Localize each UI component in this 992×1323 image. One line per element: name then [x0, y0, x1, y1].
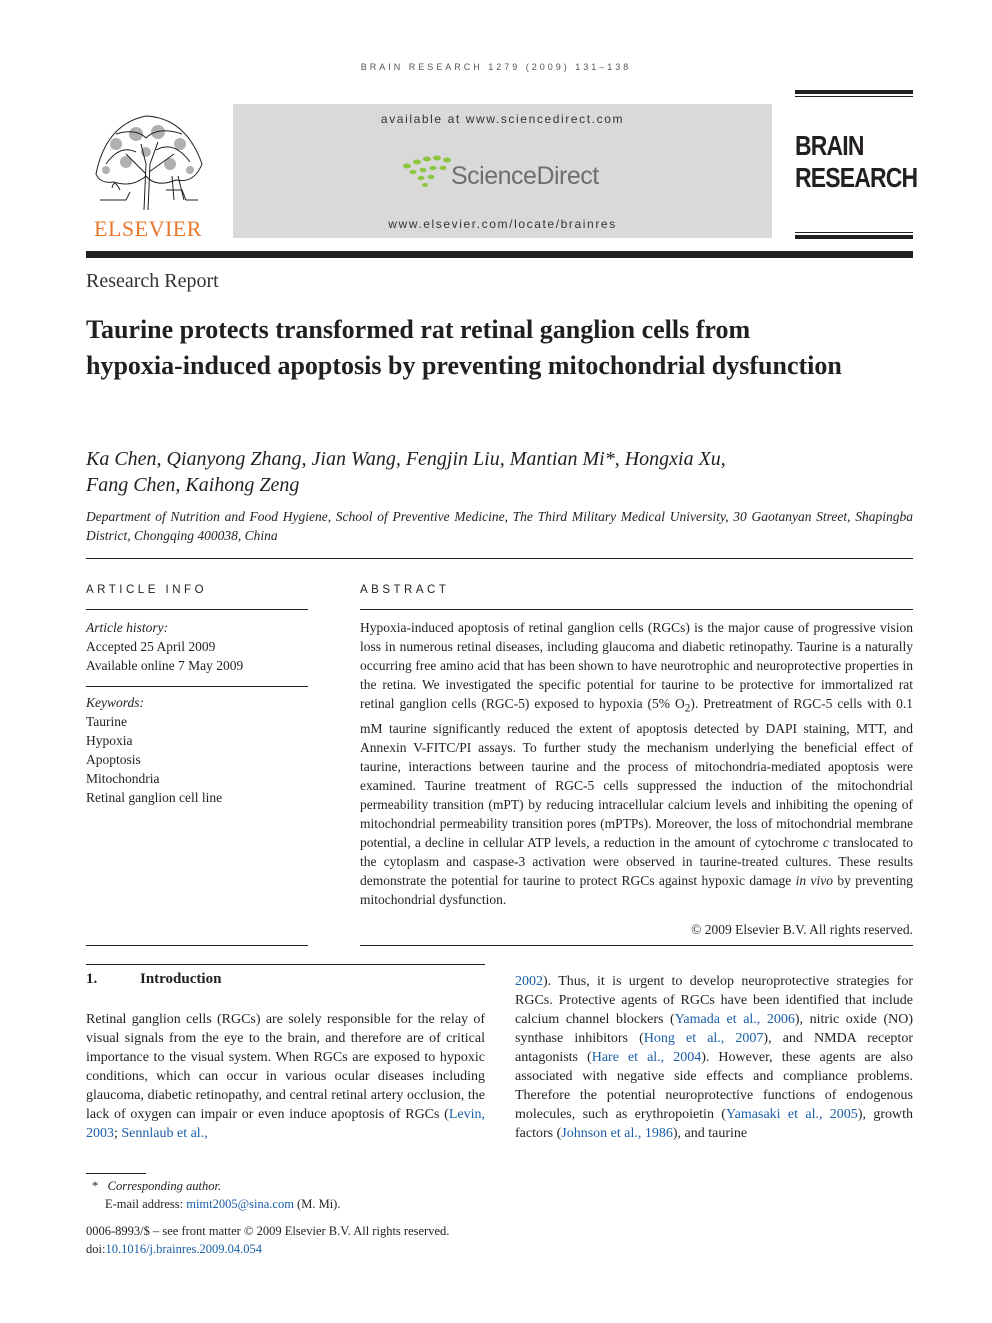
email-link[interactable]: mimt2005@sina.com	[186, 1197, 294, 1211]
keyword: Retinal ganglion cell line	[86, 790, 223, 805]
journal-citation-line: BRAIN RESEARCH 1279 (2009) 131–138	[360, 62, 632, 72]
body-text: Retinal ganglion cells (RGCs) are solely responsible for the relay of visual signals from the eye to the brain, and therefore are of critical importance to the visual system. When RGCs are exposed to hypoxic conditions, which can occur in various ocular diseases including glaucoma, diabetic retinopathy, and central retinal artery occlusion, the lack of oxygen can impair or even induce apoptosis of RGCs (	[86, 1012, 485, 1122]
article-history	[86, 618, 243, 675]
affiliation: Department of Nutrition and Food Hygiene, School of Preventive Medicine, The Third Military Medical University, 30 Gaotanyan Street, Shapingba District, Chongqing 400038, China	[86, 509, 913, 543]
abstract-italic: in vivo	[795, 872, 834, 888]
email-note	[105, 1195, 340, 1213]
abstract-segment: ). Pretreatment of RGC-5 cells with 0.1 mM taurine significantly reduced the extent of apoptosis detected by DAPI staining, MTT, and Annexin V-FITC/PI assays. To further study the mechanism underlying the beneficial effect of taurine, interactions between taurine and the process of mitochondria-mediated apoptosis were examined. Taurine treatment of RGC-5 cells suppressed the induction of the mitochondrial permeability transition (mPT) by reducing intracellular calcium levels and inhibiting the opening of mitochondrial permeability transition pores (mPTPs). Moreover, the loss of mitochondrial membrane potential, a decline in cellular ATP levels, a reduction in the amount of cytochrome	[360, 696, 913, 850]
doi-link[interactable]: 10.1016/j.brainres.2009.04.054	[105, 1242, 263, 1256]
logo-rule	[795, 232, 913, 233]
abstract-subscript: 2	[684, 702, 691, 715]
body-text: ), and taurine	[672, 1126, 748, 1141]
section-number: 1.	[86, 971, 98, 987]
citation-link[interactable]: Johnson et al., 1986	[561, 1126, 673, 1141]
body-text: ). However, these agents are also associated with negative side effects and compliance problems. Therefore the potential neuroprotective functions of endogenous molecules, such as erythropoietin (	[515, 1050, 914, 1122]
citation-link[interactable]: Yamada et al., 2006	[674, 1012, 795, 1027]
abstract-divider	[360, 945, 913, 946]
abstract-heading: ABSTRACT	[360, 584, 450, 596]
keywords-block	[86, 693, 222, 807]
citation-link[interactable]: Yamasaki et al., 2005	[725, 1107, 858, 1122]
body-text: ), growth factors (	[515, 1107, 913, 1141]
article-info-divider	[86, 945, 308, 946]
keyword: Mitochondria	[86, 771, 160, 786]
body-text: ), nitric oxide (NO) synthase inhibitors (	[515, 1012, 913, 1046]
email-label: E-mail address:	[105, 1197, 187, 1211]
journal-logo-line1: BRAIN	[795, 130, 864, 161]
intro-column-right	[515, 972, 913, 1143]
doi-label: doi:	[86, 1242, 106, 1256]
article-title: Taurine protects transformed rat retinal ganglion cells from hypoxia-induced apoptosis by preventing mitochondrial dysfunction	[86, 315, 842, 380]
issn-line: 0006-8993/$ – see front matter © 2009 Elsevier B.V. All rights reserved.	[86, 1224, 450, 1238]
elsevier-wordmark: ELSEVIER	[94, 216, 202, 241]
abstract-divider	[360, 609, 913, 610]
abstract-italic: c	[822, 834, 829, 850]
sciencedirect-banner	[233, 104, 772, 238]
abstract-segment: Hypoxia-induced apoptosis of retinal ganglion cells (RGCs) is the major cause of progressive vision loss in numerous retinal diseases, including glaucoma and diabetic retinopathy. Taurine is a naturally occurring free amino acid that has been shown to have neurotrophic and neuroprotective properties in the retina. We investigated the specific potential for taurine to be protective for immortalized rat retinal ganglion cells (RGC-5) exposed to hypoxia (5% O	[360, 620, 913, 711]
body-text: ), and NMDA receptor antagonists (	[515, 1031, 913, 1065]
footnote-rule	[86, 1173, 146, 1174]
article-info-heading: ARTICLE INFO	[86, 584, 208, 596]
logo-rule	[795, 235, 913, 239]
article-info-divider	[86, 609, 308, 610]
sciencedirect-wordmark: ScienceDirect	[451, 162, 599, 190]
citation-link[interactable]: Levin, 2003	[86, 1107, 485, 1141]
citation-link[interactable]: Hong et al., 2007	[643, 1031, 764, 1046]
online-date: Available online 7 May 2009	[86, 658, 244, 673]
intro-heading	[86, 971, 221, 988]
keyword: Apoptosis	[86, 752, 141, 767]
authors-line: Ka Chen, Qianyong Zhang, Jian Wang, Fengjin Liu, Mantian Mi*, Hongxia Xu,	[86, 448, 726, 470]
journal-locate-url[interactable]: www.elsevier.com/locate/brainres	[388, 217, 617, 231]
keywords-label: Keywords:	[86, 695, 144, 710]
header-divider	[86, 251, 913, 258]
section-divider	[86, 558, 913, 559]
journal-logo-line2: RESEARCH	[795, 162, 918, 193]
accepted-date: Accepted 25 April 2009	[86, 639, 216, 654]
doi-line	[86, 1240, 262, 1258]
citation-link[interactable]: Sennlaub et al.,	[121, 1126, 208, 1141]
logo-rule	[795, 96, 913, 97]
body-text: ). Thus, it is urgent to develop neuroprotective strategies for RGCs. Protective agents of RGCs have been identified that include calcium channel blockers (	[515, 974, 913, 1027]
article-type: Research Report	[86, 270, 219, 292]
abstract-segment: by preventing mitochondrial dysfunction.	[360, 872, 913, 907]
footnote-marker: *	[92, 1179, 99, 1193]
article-info-divider	[86, 686, 308, 687]
logo-rule	[795, 90, 913, 94]
intro-column-left	[86, 1010, 485, 1143]
intro-rule	[86, 964, 485, 965]
abstract-segment: translocated to the cytoplasm and caspase-3 activation were observed in taurine-treated cultures. These results demonstrate the potential for taurine to protect RGCs against hypoxic damage	[360, 834, 913, 888]
corresponding-author-note	[92, 1177, 221, 1195]
citation-link[interactable]: 2002	[515, 974, 543, 989]
keyword: Hypoxia	[86, 733, 133, 748]
corresponding-label: Corresponding author.	[107, 1179, 222, 1193]
body-text: ;	[114, 1126, 122, 1141]
history-label: Article history:	[86, 620, 169, 635]
section-title: Introduction	[140, 971, 222, 987]
authors-line: Fang Chen, Kaihong Zeng	[86, 474, 300, 496]
abstract-copyright: © 2009 Elsevier B.V. All rights reserved.	[691, 922, 913, 937]
author-list	[86, 446, 846, 498]
keyword: Taurine	[86, 714, 128, 729]
email-suffix: (M. Mi).	[293, 1197, 341, 1211]
abstract-text	[360, 618, 913, 909]
available-at-text[interactable]: available at www.sciencedirect.com	[380, 112, 625, 126]
citation-link[interactable]: Hare et al., 2004	[591, 1050, 702, 1065]
